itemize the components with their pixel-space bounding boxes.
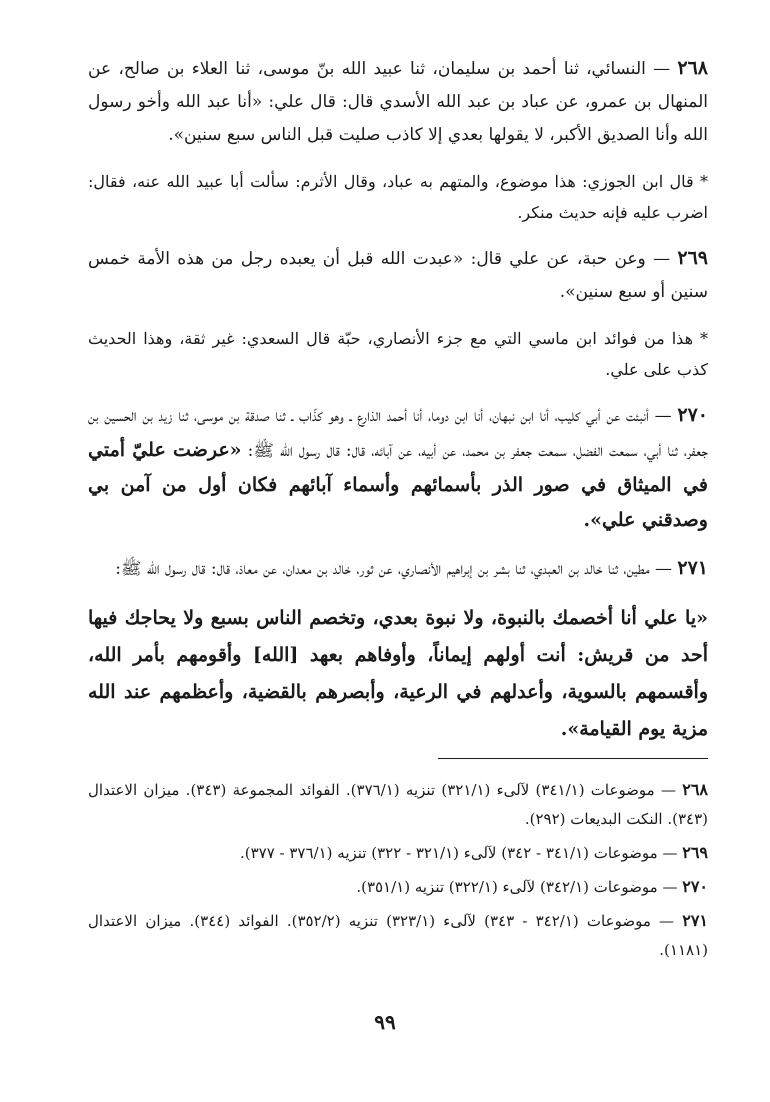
entry-271 [88,552,708,586]
entry-269 [88,242,708,309]
entry-number: ٢٦٩ [677,247,708,269]
entry-number: ٢٧١ [677,557,708,579]
footnote-number: ٢٦٩ [682,843,708,862]
entry-text: أنبئت عن أبي كليب، أنا ابن نبهان، أنا ابن دوما، أنا أحمد الذارع ـ وهو كذّاب ـ ثنا صدقة بن موسى، ثنا زيد بن الحسين بن جعفر، ثنا أبي، سمعت الفضل، سمعت جعفر بن محمد، عن أبيه، عن آبائه، قال: قال رسول الله ﷺ: [88,406,708,461]
page-number: ٩٩ [374,1010,396,1034]
entry-dash: — [645,249,678,269]
entry-269-note: * هذا من فوائد ابن ماسي التي مع جزء الأنصاري، حبّة قال السعدي: غير ثقة، وهذا الحديث كذب على علي. [88,329,708,379]
footnote-text: — موضوعات (٣٤٢/١) لآلىء (٣٢٢/١) تنزيه (٣٥١/١). [356,878,683,896]
footnote-number: ٢٦٨ [682,780,709,799]
entry-text: وعن حبة، عن علي قال: «عبدت الله قبل أن يعبده رجل من هذه الأمة خمس سنين أو سبع سنين». [88,249,708,302]
entry-dash: — [649,559,678,579]
footnote-number: ٢٧١ [682,911,708,930]
footnote-text: — موضوعات (٣٤١/١ - ٣٤٢) لآلىء (٣٢١/١ - ٣٢٢) تنزيه (٣٧٦/١ - ٣٧٧). [239,844,683,862]
entry-270 [88,399,708,538]
footnote-text: — موضوعات (٣٤٢/١ - ٣٤٣) لآلىء (٣٢٣/١) تنزيه (٣٥٢/٢). الفوائد (٣٤٤). ميزان الاعتدال (١١٨١). [88,912,708,959]
footnote-271 [88,906,708,965]
footnote-divider-wrap [88,758,708,759]
entry-dash: — [645,59,678,79]
footnote-270 [88,872,708,902]
footnote-text: — موضوعات (٣٤١/١) لآلىء (٣٢١/١) تنزيه (٣٧٦/١). الفوائد المجموعة (٣٤٣). ميزان الاعتدال (٣٤٣). النكت البديعات (٢٩٢). [88,781,708,828]
entry-dash: — [648,406,678,426]
book-page [88,52,708,969]
entry-number: ٢٦٨ [677,57,708,79]
footnote-269 [88,838,708,868]
entry-268 [88,52,708,152]
entry-271-hadith: «يا علي أنا أخصمك بالنبوة، ولا نبوة بعدي، وتخصم الناس بسبع ولا يحاجك فيها أحد من قريش: أنت أولهم إيماناً، وأوفاهم بعهد [الله] وأقومهم بأمر الله، وأقسمهم بالسوية، وأعدلهم في الرعية، وأبصرهم بالقضية، وأعظمهم عند الله مزية يوم القيامة». [88,607,708,740]
footnote-divider [438,758,708,759]
entry-text: النسائي، ثنا أحمد بن سليمان، ثنا عبيد الله بنّ موسى، ثنا العلاء بن صالح، عن المنهال بن عمرو، عن عباد بن عبد الله الأسدي قال: قال علي: «أنا عبد الله وأخو رسول الله وأنا الصديق الأكبر، لا يقولها بعدي إلا كاذب صليت قبل الناس سبع سنين». [88,59,708,145]
footnote-number: ٢٧٠ [682,877,708,896]
entry-number: ٢٧٠ [677,404,708,426]
entry-hadith-bold: «عرضت عليّ أمتي في الميثاق في صور الذر بأسمائهم وأسماء آبائهم فكان أول من آمن بي وصدقني علي». [88,439,708,531]
entry-text: مطين، ثنا خالد بن العبدي، ثنا بشر بن إبراهيم الأنصاري، عن ثور، خالد بن معدان، عن معاذ، قال: قال رسول الله ﷺ: [115,559,650,579]
entry-268-note: * قال ابن الجوزي: هذا موضوع، والمتهم به عباد، وقال الأثرم: سألت أبا عبيد الله عنه، فقال: اضرب عليه فإنه حديث منكر. [88,172,708,222]
footnote-268 [88,775,708,834]
